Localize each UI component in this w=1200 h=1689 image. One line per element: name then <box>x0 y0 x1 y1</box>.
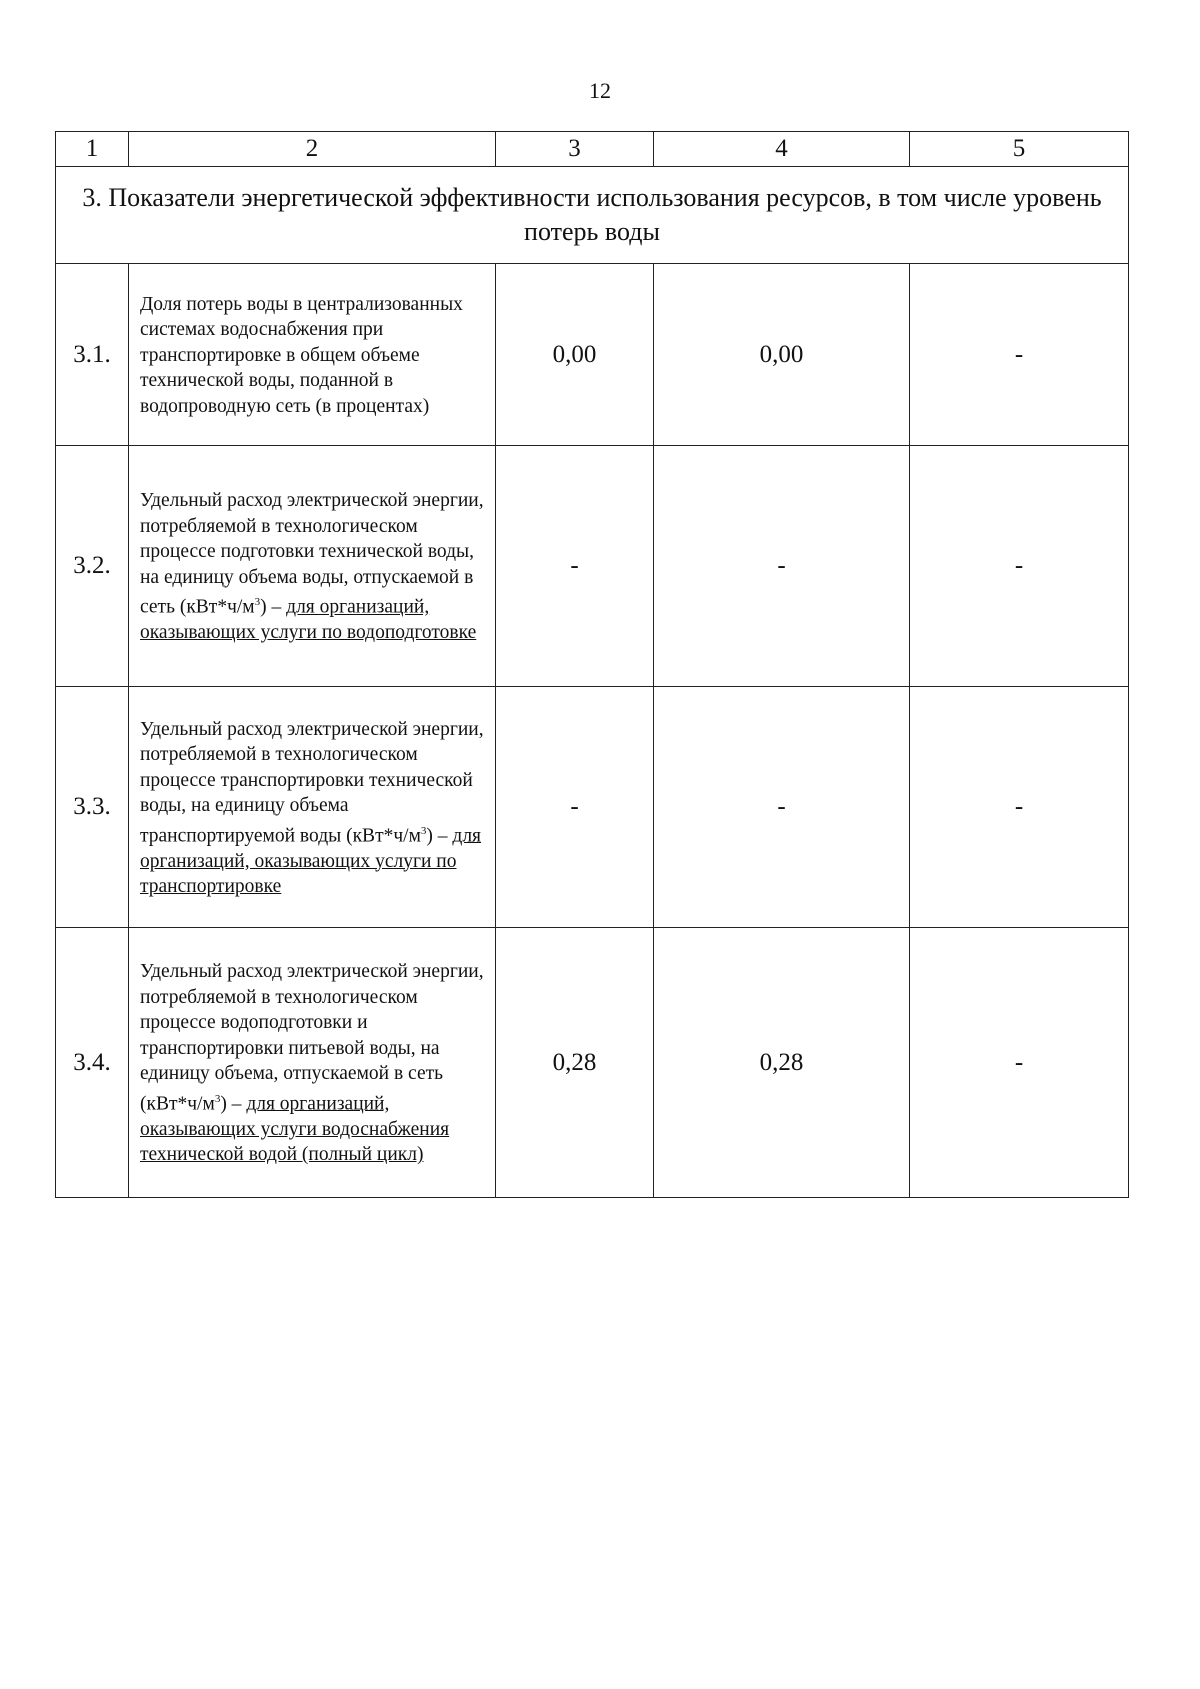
description-text: Удельный расход электрической энергии, потребляемой в технологическом процессе транспортировки технической воды, на единицу объема транспортируемой воды (кВт*ч/м <box>140 718 484 846</box>
value-col3: - <box>496 446 654 687</box>
indicator-description <box>129 687 496 928</box>
section-title: 3. Показатели энергетической эффективности использования ресурсов, в том числе уровень потерь воды <box>56 167 1129 264</box>
table-row <box>56 928 1129 1198</box>
table-row <box>56 687 1129 928</box>
description-text: Доля потерь воды в централизованных системах водоснабжения при транспортировке в общем объеме технической воды, поданной в водопроводную сеть (в процентах) <box>140 293 463 417</box>
row-number: 3.3. <box>56 687 129 928</box>
description-text-after-unit: ) – <box>220 1093 247 1115</box>
indicators-table <box>55 131 1129 1198</box>
value-col3: - <box>496 687 654 928</box>
value-col5: - <box>910 687 1129 928</box>
value-col5: - <box>910 928 1129 1198</box>
page-number: 12 <box>589 78 611 103</box>
value-col3: 0,28 <box>496 928 654 1198</box>
unit-superscript: 3 <box>420 824 427 837</box>
description-underlined-note: для организаций, оказывающих услуги по транспортировке <box>140 825 482 897</box>
value-col5: - <box>910 446 1129 687</box>
description-underlined-note: для организаций, оказывающих услуги водоснабжения технической водой (полный цикл) <box>140 1093 450 1166</box>
value-col4: 0,28 <box>654 928 910 1198</box>
description-text-after-unit: ) – <box>426 825 453 846</box>
description-text: Удельный расход электрической энергии, потребляемой в технологическом процессе водоподготовки и транспортировки питьевой воды, на единицу объема, отпускаемой в сеть (кВт*ч/м <box>140 961 484 1115</box>
column-header-5: 5 <box>910 132 1129 167</box>
description-text-after-unit: ) – <box>260 596 287 618</box>
column-header-2: 2 <box>129 132 496 167</box>
indicator-description <box>129 446 496 687</box>
value-col5: - <box>910 264 1129 446</box>
row-number: 3.4. <box>56 928 129 1198</box>
column-header-3: 3 <box>496 132 654 167</box>
value-col4: - <box>654 687 910 928</box>
description-text: Удельный расход электрической энергии, потребляемой в технологическом процессе подготовки технической воды, на единицу объема воды, отпускаемой в сеть (кВт*ч/м <box>140 490 484 618</box>
value-col3: 0,00 <box>496 264 654 446</box>
column-header-1: 1 <box>56 132 129 167</box>
table-row <box>56 264 1129 446</box>
indicator-description <box>129 264 496 446</box>
column-number-header-row <box>56 132 1129 167</box>
unit-superscript: 3 <box>214 1092 221 1105</box>
table-row <box>56 446 1129 687</box>
column-header-4: 4 <box>654 132 910 167</box>
value-col4: - <box>654 446 910 687</box>
indicator-description <box>129 928 496 1198</box>
row-number: 3.2. <box>56 446 129 687</box>
value-col4: 0,00 <box>654 264 910 446</box>
description-underlined-note: для организаций, оказывающих услуги по водоподготовке <box>140 596 477 644</box>
section-title-row <box>56 167 1129 264</box>
unit-superscript: 3 <box>254 596 261 609</box>
row-number: 3.1. <box>56 264 129 446</box>
